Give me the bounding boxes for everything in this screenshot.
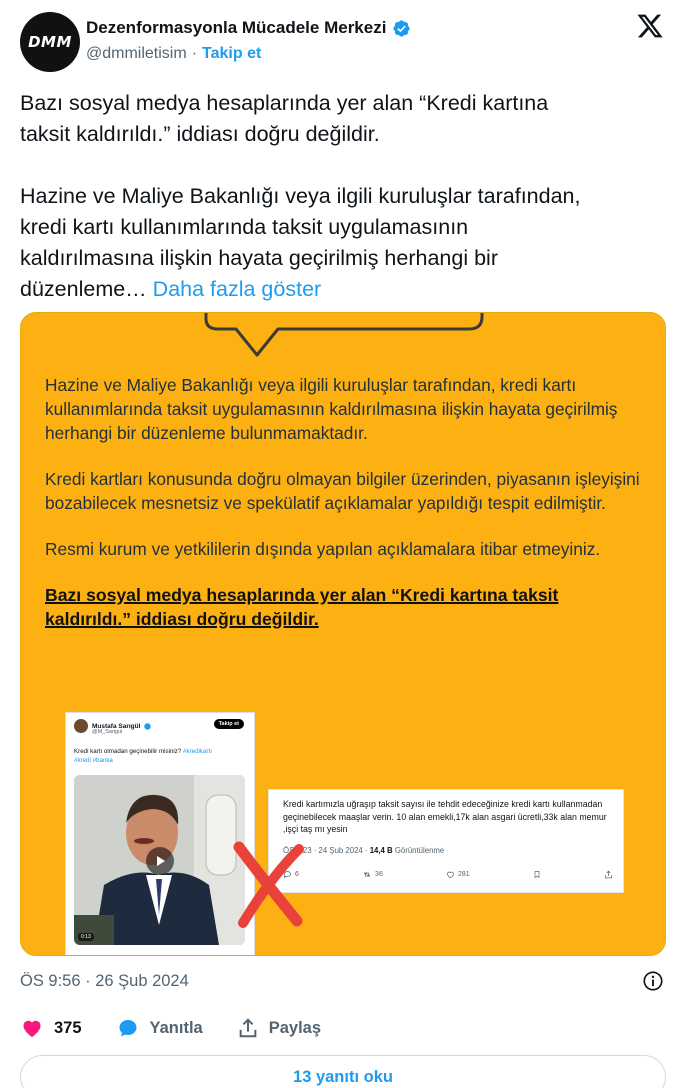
bookmark-icon [533, 870, 541, 879]
mini-avatar [74, 719, 88, 733]
avatar-logo-text: DMM [28, 33, 72, 51]
x-logo-icon[interactable] [636, 12, 664, 40]
mini-tweet-tags-1: #kredikartı [183, 748, 212, 755]
read-replies-label: 13 yanıtı oku [293, 1067, 393, 1086]
separator-dot: · [191, 45, 198, 62]
tweet-timestamp[interactable]: ÖS 9:56 · 26 Şub 2024 [20, 971, 189, 990]
heart-icon [446, 870, 455, 879]
read-replies-button[interactable] [20, 1055, 666, 1088]
quoted-retweet-count: 36 [375, 871, 383, 878]
mini-follow-button: Takip et [214, 719, 244, 729]
red-cross-mark-icon [221, 833, 311, 933]
tweet-paragraph-2-text: Hazine ve Maliye Bakanlığı veya ilgili kuruluşlar tarafından, kredi kartı kullanımlarında taksit uygulamasının kaldırılmasına ilişkin hayata geçirilmiş herhangi bir düzenleme… [20, 184, 581, 301]
verified-badge-icon [392, 19, 411, 38]
media-text-block [45, 373, 645, 653]
tweet-actions [20, 1016, 321, 1040]
quoted-share [604, 870, 613, 879]
quoted-tweet-views: 14,4 B [369, 846, 393, 855]
mini-video-thumbnail [74, 775, 245, 945]
media-paragraph-1: Hazine ve Maliye Bakanlığı veya ilgili kuruluşlar tarafından, kredi kartı kullanımlarında taksit uygulamasının kaldırılmasına ilişkin hayata geçirilmiş herhangi bir düzenleme bulunmamaktadır. [45, 375, 618, 443]
quoted-bookmark [533, 870, 541, 879]
handle-row [86, 45, 261, 63]
media-paragraph-3: Resmi kurum ve yetkililerin dışında yapılan açıklamalara itibar etmeyiniz. [45, 539, 601, 559]
like-button[interactable] [20, 1016, 82, 1040]
like-count: 375 [54, 1018, 82, 1037]
author-name[interactable]: Dezenformasyonla Mücadele Merkezi [86, 18, 387, 37]
share-upload-icon [237, 1017, 259, 1039]
tweet-text [20, 88, 664, 305]
share-button[interactable] [237, 1017, 321, 1039]
heart-filled-icon [20, 1016, 44, 1040]
mini-tweet-tags-2: #kredi #banka [74, 757, 113, 764]
play-icon [146, 847, 174, 875]
share-icon [604, 870, 613, 879]
reply-button[interactable] [116, 1016, 203, 1040]
quoted-like [446, 870, 470, 879]
tweet-paragraph-2 [20, 181, 664, 305]
retweet-icon [362, 870, 372, 879]
info-icon[interactable] [642, 970, 664, 992]
follow-button[interactable]: Takip et [202, 45, 262, 62]
quoted-tweet-time: ÖS 2:23 · 24 Şub 2024 · [283, 846, 370, 855]
avatar[interactable] [20, 12, 80, 72]
tweet-header [0, 0, 684, 80]
mini-tweet-text [74, 747, 244, 765]
quoted-reply-count: 6 [295, 871, 299, 878]
media-emphasis: Bazı sosyal medya hesaplarında yer alan “Kredi kartına taksit kaldırıldı.” iddiası doğru değildir. [45, 585, 559, 629]
show-more-link[interactable]: Daha fazla göster [152, 277, 322, 301]
author-handle[interactable]: @dmmiletisim [86, 45, 187, 62]
share-label: Paylaş [268, 1018, 322, 1037]
mini-video-duration: 0:13 [78, 933, 94, 941]
reply-bubble-icon [116, 1016, 140, 1040]
mini-verified-icon [144, 723, 151, 730]
reply-label: Yanıtla [149, 1018, 203, 1037]
tweet-meta-row [20, 968, 664, 994]
mini-tweet-body: Kredi kartı olmadan geçinebilir misiniz? [74, 748, 182, 755]
quoted-like-count: 281 [457, 871, 470, 878]
mini-author-name: Mustafa Sarıgül [92, 722, 141, 730]
quoted-tweet-card [269, 790, 623, 892]
quoted-tweet-actions [283, 870, 613, 879]
tweet-media-image[interactable] [20, 312, 666, 956]
speech-bubble-shape [21, 313, 666, 373]
quoted-retweet [362, 870, 383, 879]
quoted-tweet-views-label: Görüntülenme [392, 846, 445, 855]
author-name-row [86, 18, 411, 38]
mini-author-handle: @M_Sarigul [92, 729, 123, 735]
media-paragraph-2: Kredi kartları konusunda doğru olmayan bilgiler üzerinden, piyasanın işleyişini bozabilecek mesnetsiz ve spekülatif açıklamalar yapıldığı tespit edilmiştir. [45, 469, 640, 513]
quoted-tweet-text: Kredi kartımızla uğraşıp taksit sayısı ile tehdit edeceğinize kredi kartı kullanmadan geçinebilecek maaşlar verin. 10 alan emekli,17k alan asgari ücretli,33k alan memur ,işçi taş mı yesin [283, 799, 607, 834]
tweet-paragraph-1: Bazı sosyal medya hesaplarında yer alan “Kredi kartına taksit kaldırıldı.” iddiası doğru değildir. [20, 91, 549, 146]
